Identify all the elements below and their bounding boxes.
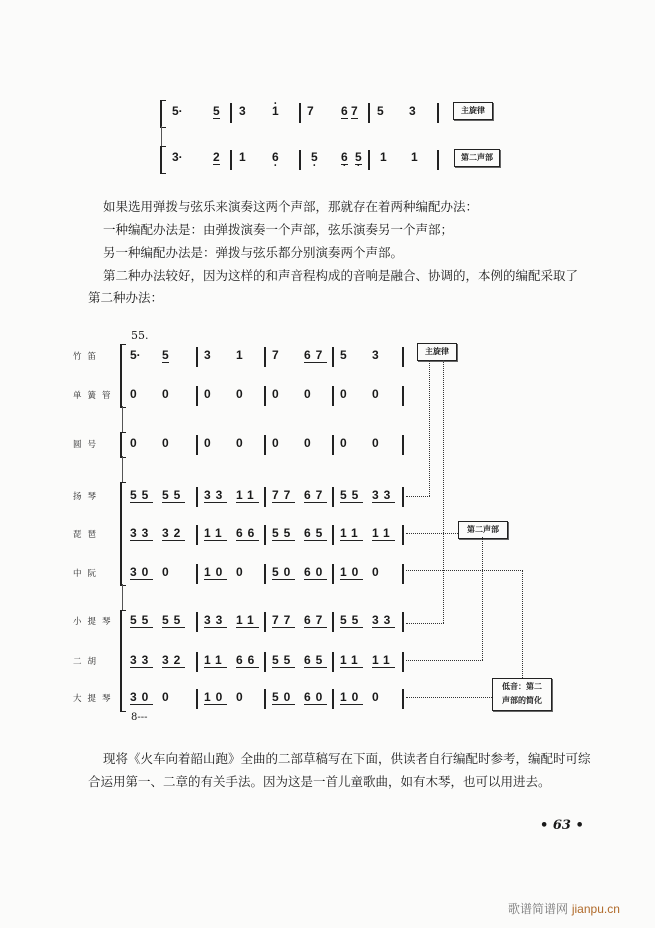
note-group: 11	[340, 526, 363, 540]
note-group: 55	[130, 613, 154, 627]
instrument-label: 单簧管	[73, 391, 117, 401]
note-group: 0	[162, 690, 169, 704]
instrument-label: 圆号	[73, 440, 103, 450]
note-group: 66	[236, 653, 260, 667]
barline	[402, 652, 404, 672]
note-group: 0	[204, 436, 211, 450]
note-group: 11	[372, 526, 395, 540]
label-main-melody: 主旋律	[417, 343, 457, 361]
system-line	[161, 126, 162, 146]
note-group: 55	[272, 526, 296, 540]
paragraph-4b: 第二种办法：	[88, 290, 164, 305]
note-group: 32	[162, 526, 186, 540]
instrument-label: 二胡	[73, 657, 103, 667]
barline	[402, 347, 404, 367]
instrument-label: 琵琶	[73, 530, 103, 540]
note: 1	[380, 150, 387, 164]
barline	[332, 612, 334, 632]
barline	[332, 347, 334, 367]
paragraph-5a: 现将《火车向着韶山跑》全曲的二部草稿写在下面，供读者自行编配时参考，编配时可综	[103, 751, 591, 766]
note-group: 67	[304, 488, 328, 502]
note-group: 0	[372, 436, 379, 450]
connector-line	[406, 570, 523, 571]
note-group: 30	[130, 565, 154, 579]
barline	[264, 347, 266, 367]
barline	[332, 652, 334, 672]
barline	[402, 487, 404, 507]
note-group: 5	[162, 348, 169, 362]
note-group: 30	[130, 690, 154, 704]
note-group: 60	[304, 565, 328, 579]
note-group: 33	[204, 613, 228, 627]
note-group: 55	[162, 488, 186, 502]
instrument-label: 扬琴	[73, 492, 103, 502]
barline	[402, 435, 404, 455]
paragraph-2: 一种编配办法是：由弹拨演奏一个声部，弦乐演奏另一个声部；	[103, 222, 454, 237]
note-group: 0	[272, 436, 279, 450]
note-group: 1	[236, 348, 243, 362]
note-group: 33	[130, 526, 154, 540]
barline	[264, 652, 266, 672]
note: 1	[411, 150, 418, 164]
note-group: 55	[130, 488, 154, 502]
note: 5 •	[311, 150, 318, 164]
label-main-melody: 主旋律	[453, 102, 493, 120]
note-group: 5	[340, 348, 347, 362]
note-group: 33	[130, 653, 154, 667]
staff-brace	[160, 100, 166, 128]
page-number-value: 63	[552, 818, 571, 833]
note-group: 0	[236, 436, 243, 450]
instrument-label: 小提琴	[73, 617, 117, 627]
paragraph-1: 如果选用弹拨与弦乐来演奏这两个声部，那就存在着两种编配办法：	[103, 199, 479, 214]
note-group: 60	[304, 690, 328, 704]
note-group: 77	[272, 613, 296, 627]
paragraph-5b: 合运用第一、二章的有关手法。因为这是一首儿童歌曲，如有木琴，也可以用进去。	[88, 774, 551, 789]
note-group: 11	[372, 653, 395, 667]
note: 3	[409, 104, 416, 118]
barline	[264, 564, 266, 584]
note: 2	[213, 150, 220, 164]
measure-number: 55.	[131, 329, 149, 342]
bass-label-line2: 声部的简化	[502, 696, 542, 705]
barline	[264, 689, 266, 709]
note-group: 5·	[130, 348, 141, 362]
note-group: 11	[236, 613, 259, 627]
barline	[196, 386, 198, 406]
barline	[368, 150, 370, 170]
brass-brace	[120, 432, 126, 458]
barline	[437, 103, 439, 123]
note-group: 55	[162, 613, 186, 627]
note: 6 •	[341, 150, 348, 165]
label-bass-simplified	[492, 678, 552, 711]
barline	[332, 435, 334, 455]
note-group: 10	[204, 690, 228, 704]
note-group: 77	[272, 488, 296, 502]
label-second-voice: 第二声部	[458, 521, 508, 539]
barline	[402, 386, 404, 406]
barline	[402, 525, 404, 545]
barline	[332, 689, 334, 709]
note-group: 33	[372, 488, 396, 502]
note-group: 3	[204, 348, 211, 362]
barline	[264, 435, 266, 455]
barline	[196, 487, 198, 507]
note-group: 0	[272, 387, 279, 401]
note-group: 0	[162, 565, 169, 579]
note: 5·	[172, 104, 183, 118]
connector-line	[482, 537, 483, 660]
note: • 1	[272, 104, 279, 118]
watermark	[508, 900, 620, 917]
barline	[332, 386, 334, 406]
barline	[402, 689, 404, 709]
note-group: 67	[304, 348, 328, 362]
barline	[230, 150, 232, 170]
barline	[368, 103, 370, 123]
note-group: 0	[372, 565, 379, 579]
note-group: 0	[236, 565, 243, 579]
system-line	[122, 456, 123, 482]
note-group: 50	[272, 565, 296, 579]
barline	[332, 525, 334, 545]
system-line	[122, 584, 123, 610]
strings-brace	[120, 610, 126, 712]
note-group: 65	[304, 526, 328, 540]
instrument-label: 大提琴	[73, 694, 117, 704]
connector-line	[406, 533, 458, 534]
barline	[299, 103, 301, 123]
note-group: 33	[204, 488, 228, 502]
note-group: 55	[340, 488, 364, 502]
barline	[196, 347, 198, 367]
barline	[196, 564, 198, 584]
note-group: 11	[236, 488, 259, 502]
bass-label-line1: 低音：第二	[502, 682, 542, 691]
barline	[402, 612, 404, 632]
connector-line	[406, 623, 444, 624]
note-group: 7	[272, 348, 279, 362]
note: 3·	[172, 150, 183, 164]
woodwind-brace	[120, 344, 126, 408]
note-group: 66	[236, 526, 260, 540]
note: 1	[239, 150, 246, 164]
note: 6 •	[272, 150, 279, 164]
ending-mark: 8---	[131, 712, 148, 723]
barline	[196, 525, 198, 545]
note-group: 0	[204, 387, 211, 401]
barline	[264, 386, 266, 406]
note-group: 50	[272, 690, 296, 704]
barline	[264, 612, 266, 632]
note-group: 11	[204, 653, 227, 667]
connector-line	[522, 570, 523, 678]
note-group: 0	[340, 387, 347, 401]
note: 7	[351, 104, 358, 118]
plucked-brace	[120, 482, 126, 586]
note-group: 11	[204, 526, 227, 540]
note: 5	[213, 104, 220, 118]
system-line	[122, 406, 123, 432]
note-group: 0	[304, 436, 311, 450]
note-group: 0	[236, 387, 243, 401]
staff-brace	[160, 146, 166, 174]
barline	[196, 652, 198, 672]
note-group: 32	[162, 653, 186, 667]
connector-line	[443, 360, 444, 623]
barline	[264, 487, 266, 507]
note-group: 0	[340, 436, 347, 450]
note: 7	[307, 104, 314, 118]
watermark-url: jianpu.cn	[571, 902, 620, 916]
barline	[196, 689, 198, 709]
label-second-voice: 第二声部	[454, 149, 500, 167]
note: 5	[377, 104, 384, 118]
note-group: 0	[162, 436, 169, 450]
note: 5 •	[355, 150, 362, 165]
barline	[402, 564, 404, 584]
paragraph-4a: 第二种办法较好，因为这样的和声音程构成的音响是融合、协调的，本例的编配采取了	[103, 268, 579, 283]
barline	[264, 525, 266, 545]
barline	[332, 564, 334, 584]
note-group: 10	[204, 565, 228, 579]
note-group: 10	[340, 690, 364, 704]
note-group: 3	[372, 348, 379, 362]
barline	[437, 150, 439, 170]
note-group: 0	[162, 387, 169, 401]
barline	[196, 612, 198, 632]
note-group: 0	[130, 387, 137, 401]
instrument-label: 竹笛	[73, 352, 103, 362]
paragraph-3: 另一种编配办法是：弹拨与弦乐都分别演奏两个声部。	[103, 245, 404, 260]
barline	[230, 103, 232, 123]
connector-line	[429, 360, 430, 496]
note: 6	[341, 104, 348, 118]
note-group: 65	[304, 653, 328, 667]
note-group: 0	[372, 387, 379, 401]
page-number: • 63 •	[540, 818, 584, 833]
note-group: 33	[372, 613, 396, 627]
connector-line	[406, 697, 492, 698]
instrument-label: 中阮	[73, 569, 103, 579]
watermark-cn: 歌谱简谱网	[508, 902, 569, 916]
connector-line	[406, 496, 430, 497]
note-group: 0	[304, 387, 311, 401]
note-group: 10	[340, 565, 364, 579]
barline	[332, 487, 334, 507]
note-group: 55	[340, 613, 364, 627]
barline	[196, 435, 198, 455]
note-group: 67	[304, 613, 328, 627]
note-group: 0	[372, 690, 379, 704]
note-group: 0	[130, 436, 137, 450]
note-group: 55	[272, 653, 296, 667]
barline	[299, 150, 301, 170]
note-group: 0	[236, 690, 243, 704]
note: 3	[239, 104, 246, 118]
note-group: 11	[340, 653, 363, 667]
connector-line	[406, 660, 483, 661]
